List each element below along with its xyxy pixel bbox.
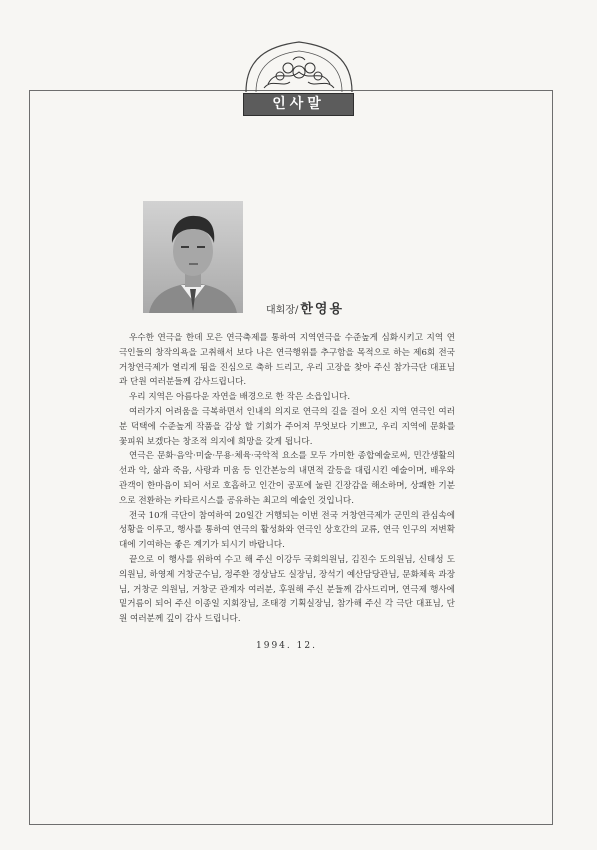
signature-name: 한영용	[300, 302, 345, 317]
portrait-photo	[143, 201, 243, 313]
signature-title: 대회장/	[266, 305, 299, 316]
greeting-body	[119, 331, 455, 627]
portrait-image	[143, 201, 243, 313]
page-heading: 인사말	[243, 93, 354, 116]
decorative-ornament-icon	[238, 38, 360, 94]
paragraph: 끝으로 이 행사를 위하여 수고 해 주신 이강두 국회의원님, 김진수 도의원님, 신태성 도의원님, 하영제 거창군수님, 정주환 경상남도 실장님, 장석기 예산담당관님, 문화체육 과장님, 거창군 의원님, 거창군 관계자 여러분, 후원해 주신 분들께 감사드리며, 연극제 행사에 밑거름이 되어 주신 이종일 지회장님, 조태경 기획실장님, 참가해 주신 각 극단 대표님, 단원 여러분께 깊이 감사 드립니다.	[119, 554, 455, 625]
paragraph: 연극은 문화·음악·미술·무용·체육·국악적 요소를 모두 가미한 종합예술로써, 민간생활의 선과 악, 삶과 죽음, 사랑과 미움 등 인간본능의 내면적 갈등을 대립시킨 예술이며, 배우와 관객이 한마음이 되어 서로 호흡하고 인간이 공포에 눌린 긴장감을 해소하며, 상쾌한 기분으로 전환하는 카타르시스를 공유하는 최고의 예술인 것입니다.	[119, 451, 455, 506]
paragraph: 전국 10개 극단이 참여하여 20일간 거행되는 이번 전국 거창연극제가 군민의 관심속에 성황을 이루고, 행사를 통하여 연극의 활성화와 연극인 상호간의 교류, 연극 인구의 저변확대에 기여하는 좋은 계기가 되시기 바랍니다.	[119, 510, 455, 551]
paragraph: 우리 지역은 아름다운 자연을 배경으로 한 작은 소읍입니다.	[129, 392, 351, 403]
paragraph: 우수한 연극을 한데 모은 연극축제를 통하여 지역연극을 수준높게 심화시키고 지역 연극인들의 창작의욕을 고취해서 보다 나은 연극행위를 추구함을 목적으로 하는 제6회 전국거창연극제가 열리게 됨을 진심으로 축하 드리고, 우리 고장을 찾아 주신 참가극단 대표님과 단원 여러분들께 감사드립니다.	[119, 333, 455, 388]
paragraph: 여러가지 어려움을 극복하면서 인내의 의지로 연극의 길을 걸어 오신 지역 연극인 여러분 덕택에 수준높게 작품을 감상 할 기회가 주어져 무엇보다 기쁘고, 우리 지역에 문화를 꽃피워 보겠다는 창조적 의지에 희망을 갖게 됩니다.	[119, 406, 455, 447]
signature	[266, 298, 344, 317]
date-line: 1994. 12.	[256, 641, 317, 651]
